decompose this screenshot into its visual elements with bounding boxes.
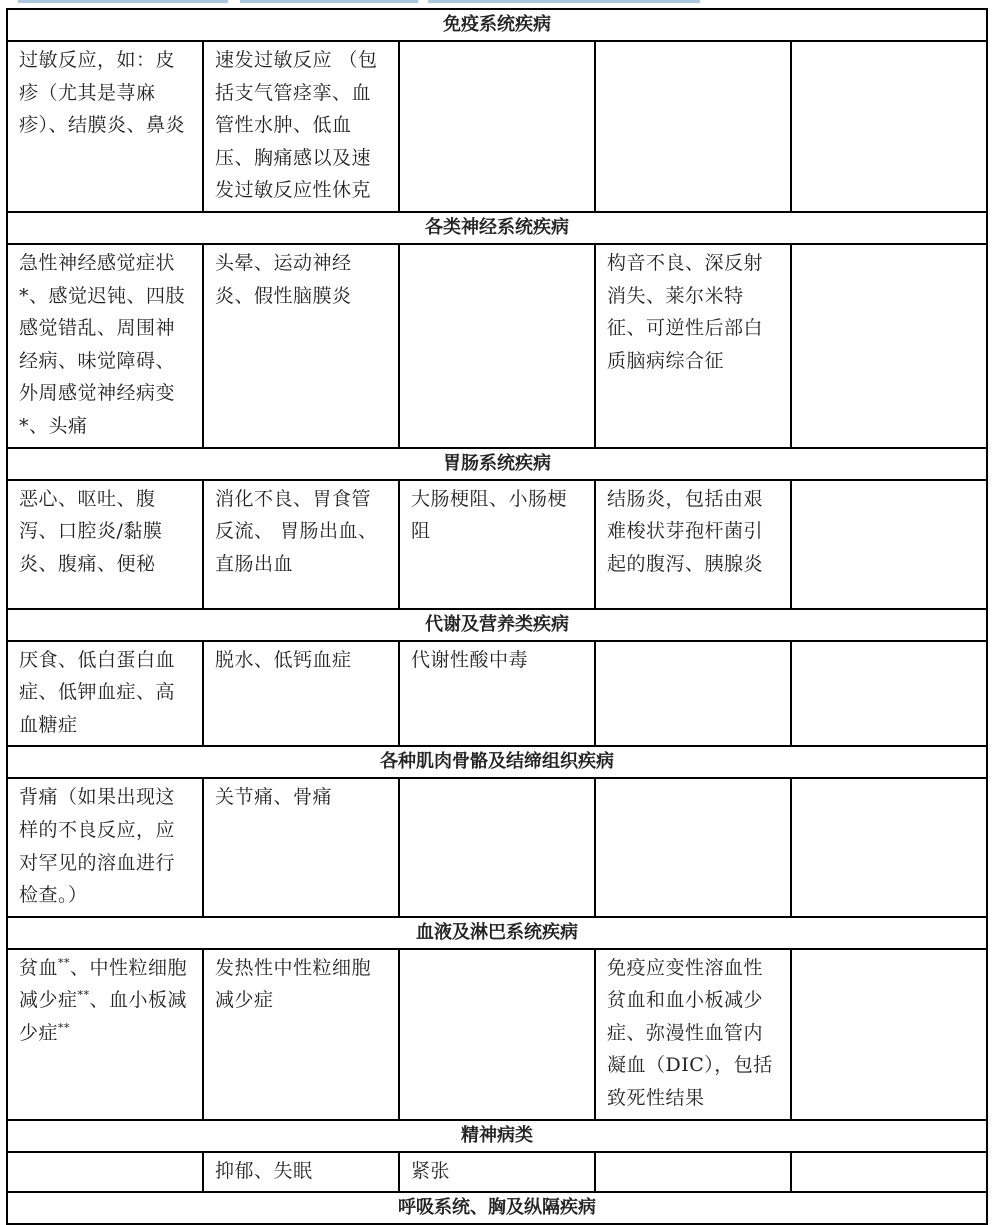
section-header-row xyxy=(7,448,987,480)
table-row xyxy=(7,949,987,1120)
table-cell xyxy=(399,778,595,916)
table-cell: 恶心、呕吐、腹泻、口腔炎/黏膜炎、腹痛、便秘 xyxy=(7,480,203,609)
section-header-row xyxy=(7,1192,987,1224)
footnote-marker: ** xyxy=(58,1021,71,1035)
header-strip-3 xyxy=(428,0,700,3)
section-title: 各种肌肉骨骼及结缔组织疾病 xyxy=(7,746,987,778)
table-row xyxy=(7,244,987,448)
table-row xyxy=(7,641,987,747)
section-title: 血液及淋巴系统疾病 xyxy=(7,917,987,949)
table-cell: 消化不良、胃食管反流、 胃肠出血、直肠出血 xyxy=(203,480,399,609)
table-row xyxy=(7,778,987,916)
section-header-row xyxy=(7,1120,987,1152)
section-header-row xyxy=(7,9,987,41)
table-cell: 脱水、低钙血症 xyxy=(203,641,399,747)
table-cell xyxy=(595,41,791,212)
section-header-row xyxy=(7,917,987,949)
table-cell xyxy=(791,480,987,609)
table-cell: 厌食、低白蛋白血症、低钾血症、高血糖症 xyxy=(7,641,203,747)
section-header-row xyxy=(7,609,987,641)
table-cell xyxy=(791,244,987,448)
section-header-row xyxy=(7,746,987,778)
table-row xyxy=(7,480,987,609)
table-cell xyxy=(791,778,987,916)
adverse-reactions-table xyxy=(6,8,988,1225)
table-cell xyxy=(595,778,791,916)
section-title: 各类神经系统疾病 xyxy=(7,212,987,244)
table-cell: 贫血**、中性粒细胞减少症**、血小板减少症** xyxy=(7,949,203,1120)
section-header-row xyxy=(7,212,987,244)
header-strip-2 xyxy=(240,0,418,3)
table-cell: 代谢性酸中毒 xyxy=(399,641,595,747)
table-cell: 发热性中性粒细胞减少症 xyxy=(203,949,399,1120)
table-cell xyxy=(791,641,987,747)
table-cell: 结肠炎，包括由艰难梭状芽孢杆菌引起的腹泻、胰腺炎 xyxy=(595,480,791,609)
header-strip-1 xyxy=(18,0,228,3)
table-cell xyxy=(399,244,595,448)
table-cell: 背痛（如果出现这样的不良反应，应对罕见的溶血进行检查。） xyxy=(7,778,203,916)
table-cell xyxy=(595,1152,791,1193)
table-cell: 构音不良、深反射消失、莱尔米特征、可逆性后部白质脑病综合征 xyxy=(595,244,791,448)
section-title: 胃肠系统疾病 xyxy=(7,448,987,480)
table-cell xyxy=(791,1152,987,1193)
table-cell: 免疫应变性溶血性贫血和血小板减少症、弥漫性血管内凝血（DIC），包括致死性结果 xyxy=(595,949,791,1120)
footnote-marker: ** xyxy=(77,988,90,1002)
table-cell xyxy=(791,949,987,1120)
table-row xyxy=(7,1152,987,1193)
table-cell xyxy=(7,1152,203,1193)
table-body xyxy=(7,9,987,1224)
section-title: 代谢及营养类疾病 xyxy=(7,609,987,641)
table-cell xyxy=(595,641,791,747)
table-cell xyxy=(399,41,595,212)
table-cell: 大肠梗阻、小肠梗阻 xyxy=(399,480,595,609)
table-cell: 紧张 xyxy=(399,1152,595,1193)
section-title: 呼吸系统、胸及纵隔疾病 xyxy=(7,1192,987,1224)
table-row xyxy=(7,41,987,212)
table-cell: 抑郁、失眠 xyxy=(203,1152,399,1193)
section-title: 精神病类 xyxy=(7,1120,987,1152)
table-cell: 头晕、运动神经炎、假性脑膜炎 xyxy=(203,244,399,448)
table-cell: 过敏反应，如：皮疹（尤其是荨麻疹）、结膜炎、鼻炎 xyxy=(7,41,203,212)
footnote-marker: ** xyxy=(58,956,71,970)
table-cell: 急性神经感觉症状*、感觉迟钝、四肢感觉错乱、周围神经病、味觉障碍、外周感觉神经病变*、头痛 xyxy=(7,244,203,448)
table-cell: 速发过敏反应 （包括支气管痉挛、血管性水肿、低血压、胸痛感以及速发过敏反应性休克 xyxy=(203,41,399,212)
table-cell: 关节痛、骨痛 xyxy=(203,778,399,916)
table-cell xyxy=(791,41,987,212)
table-cell xyxy=(399,949,595,1120)
section-title: 免疫系统疾病 xyxy=(7,9,987,41)
